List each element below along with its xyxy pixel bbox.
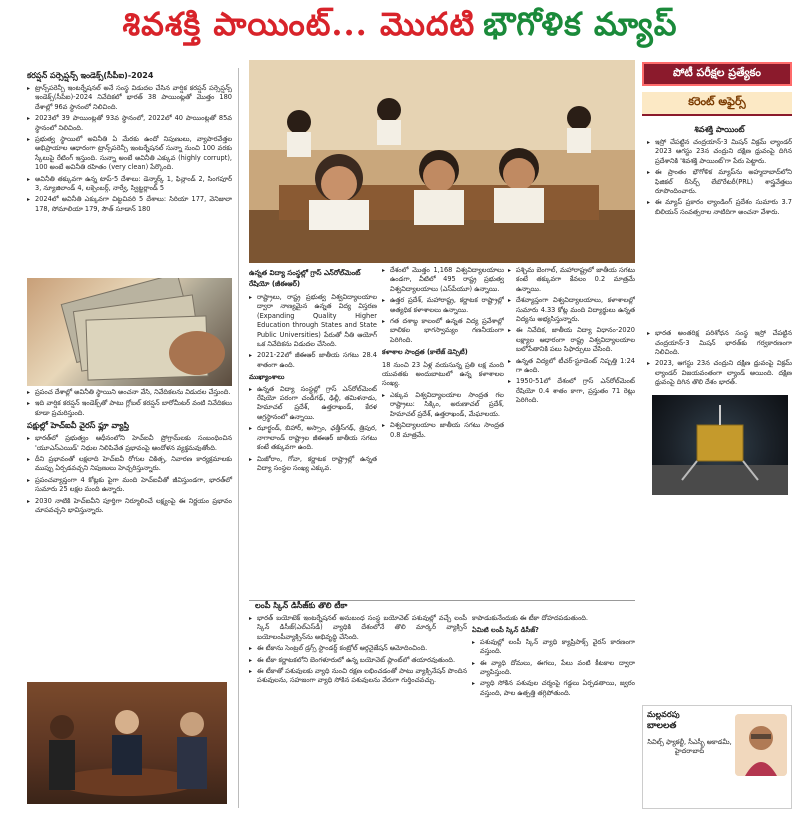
list-item: ▸ ఈ టీకాను సెంట్రల్ డ్రగ్స్ స్టాండర్డ్ కంట్రోల్ ఆర్గనైజేషన్ ఆమోదించింది. <box>249 644 467 653</box>
competitive-exams-tag: పోటీ పరీక్షల ప్రత్యేకం <box>642 62 792 86</box>
lumpy-skin-subheading: ఏమిటి లంపీ స్కిన్ డిసీజ్? <box>472 626 539 635</box>
lunar-lander-photo <box>652 395 788 495</box>
author-byline <box>642 705 792 809</box>
list-item: ▸ 1950-51లో దేశంలో గ్రాస్ ఎన్‌రోల్‌మెంట్ రేషియో 0.4 శాతం కాగా, ప్రస్తుతం 71 రెట్లు పెరిగింది. <box>508 377 635 405</box>
list-item: ▸ పశ్చిమ బెంగాల్, మహారాష్ట్రలో జాతీయ సగటు కంటే తక్కువగా కేవలం 0.2 మాత్రమే ఉన్నాయి. <box>508 266 635 294</box>
author-name: బాలలత <box>647 721 677 731</box>
hiv-list <box>27 434 232 515</box>
shivshakti-list <box>647 138 792 217</box>
lumpy-skin-title: లంపీ స్కిన్ డిసీజ్‌కు తొలి టీకా <box>249 600 635 612</box>
author-designation: సివిల్స్ ఫ్యాకల్టీ, సీఎస్బీ అకాడమీ, హైదరాబాద్ <box>647 738 732 756</box>
ger-list-4 <box>508 266 635 406</box>
list-item: ▸ ఉన్నత విద్యా సంస్థల్లో గ్రాస్ ఎన్‌రోల్‌మెంట్ రేషియో పరంగా చండీగఢ్, ఢిల్లీ, తమిళనాడు, హిమాచల్ ప్రదేశ్, ఉత్తరాఖండ్, కేరళ అగ్రస్థానంలో ఉన్నాయి. <box>249 385 377 423</box>
list-item: ▸ విశ్వవిద్యాలయాల జాతీయ సగటు సాంద్రత 0.8 మాత్రమే. <box>382 421 504 440</box>
classroom-photo <box>249 60 635 263</box>
list-item: ▸ పశువుల్లో లంపీ స్కిన్ వ్యాధి క్యాప్రిపాక్స్ వైరస్ కారణంగా వస్తుంది. <box>472 638 635 657</box>
gross-enrolment-column-3 <box>508 266 635 596</box>
author-photo <box>735 714 787 776</box>
ger-highlights-list <box>249 385 377 474</box>
list-item: ▸ దేశంలో మొత్తం 1,168 విశ్వవిద్యాలయాలు ఉండగా, వీటిలో 495 రాష్ట్ర ప్రభుత్వ విశ్వవిద్యాలయాలు (ఎస్‌పీయూ) ఉన్నాయి. <box>382 266 504 294</box>
list-item: ▸ భారత్‌లో ప్రభుత్వం ఆధీనంలోని హెచ్ఐవీ ప్రోగ్రామ్‌లకు సంబంధించిన 'యూఎస్‌ఎయిడ్' నిధుల నిలిపివేత ప్రభావంపై ఆందోళన వ్యక్తమవుతోంది. <box>27 434 232 453</box>
currency-notes-photo <box>27 278 232 386</box>
cpi-section-title: కరప్షన్ పర్సెప్షన్స్ ఇండెక్స్(సీపీఐ)-2024 <box>27 71 154 80</box>
lumpy-skin-para: కాపాడుకునేందుకు ఈ టీకా దోహదపడుతుంది. <box>472 614 589 622</box>
lumpy-skin-column-1 <box>249 614 467 809</box>
list-item: ▸ ఇది వార్షిక కరప్షన్ ఇండెక్స్‌తో పాటు గ్లోబల్ కరప్షన్ బారోమీటర్ వంటి నివేదికలు కూడా ప్రచురిస్తుంది. <box>27 399 232 418</box>
ger-list-2 <box>382 266 504 345</box>
list-item: ▸ 2024లో అవినీతి ఎక్కువగా చిట్టచివరి 5 దేశాలు: సిరియా 177, వెనిజులా 178, సోమాలియా 179, సౌత్ సూడాన్ 180 <box>27 195 232 214</box>
ger-title: ఉన్నత విద్యా సంస్థల్లో గ్రాస్ ఎన్‌రోల్‌మెంట్ రేషియో (జీఈఆర్) <box>249 269 361 288</box>
hiv-section-title: పక్షుల్లో హెచ్ఐవీ వైరస్ ఫ్లూ వ్యాప్తి <box>27 421 130 431</box>
list-item: ▸ ఉన్నత విద్యలో టీచర్-స్టూడెంట్ నిష్పత్తి 1:24 గా ఉంది. <box>508 357 635 376</box>
list-item: ▸ అవినీతి తక్కువగా ఉన్న టాప్-5 దేశాలు: డెన్మార్క్ 1, ఫిన్లాండ్ 2, సింగపూర్ 3, న్యూజిలాండ్ 4, లక్సెంబర్గ్, నార్వే, స్విట్జర్లాండ్ 5 <box>27 175 232 194</box>
gross-enrolment-column-2 <box>382 266 504 596</box>
college-density-definition: 18 నుంచి 23 ఏళ్ల వయసున్న ప్రతి లక్ష మంది యువతకు అందుబాటులో ఉన్న కళాశాలల సంఖ్య. <box>382 360 504 388</box>
lumpy-skin-column-2 <box>472 614 635 809</box>
list-item: ▸ గత దశాబ్ద కాలంలో ఉన్నత విద్య ప్రవేశాల్లో బాలికల భాగస్వామ్యం గణనీయంగా పెరిగింది. <box>382 317 504 345</box>
list-item: ▸ ఈ నివేదిక, జాతీయ విద్యా విధానం-2020 లక్ష్యాల ఆధారంగా రాష్ట్ర విశ్వవిద్యాలయాల బలోపేతానికి పలు సిఫార్సులు చేసింది. <box>508 326 635 354</box>
chandrayaan-list <box>647 329 792 387</box>
list-item: ▸ భారత అంతరిక్ష పరిశోధన సంస్థ ఇస్రో చేపట్టిన చంద్రయాన్-3 మిషన్ భారత్‌కు గర్వకారణంగా నిలిచింది. <box>647 329 792 357</box>
list-item: ▸ ట్రాన్స్‌పరెన్సీ ఇంటర్నేషనల్ అనే సంస్థ విడుదల చేసిన వార్షిక కరప్షన్ పర్సెప్షన్స్ ఇండెక్స్(సీపీఐ)-2024 నివేదికలో భారత్ 38 పాయింట్లతో మొత్తం 180 దేశాల్లో 96వ స్థానంలో నిలిచింది. <box>27 84 232 112</box>
shivshakti-title: శివశక్తి పాయింట్ <box>694 125 745 134</box>
list-item: ▸ రాష్ట్రాలు, రాష్ట్ర ప్రభుత్వ విశ్వవిద్యాలయాల ద్వారా నాణ్యమైన ఉన్నత విద్య విస్తరణ (Expanding Quality Higher Education through States and State Public Universities) పేరుతో నీతి ఆయోగ్ ఒక నివేదికను విడుదల చేసింది. <box>249 293 377 349</box>
list-item: ▸ 2023లో 39 పాయింట్లతో 93వ స్థానంలో, 2022లో 40 పాయింట్లతో 85వ స్థానంలో నిలిచింది. <box>27 114 232 133</box>
classroom-illustration <box>249 60 635 263</box>
list-item: ▸ ప్రపంచవ్యాప్తంగా 4 కోట్లకు పైగా మంది హెచ్ఐవీతో జీవిస్తుండగా, భారత్‌లో సుమారు 25 లక్షల మంది ఉన్నారు. <box>27 476 232 495</box>
list-item: ▸ 2021-22లో జీఈఆర్ జాతీయ సగటు 28.4 శాతంగా ఉంది. <box>249 351 377 370</box>
list-item: ▸ ఝార్ఖండ్, బిహార్, అస్సాం, ఛత్తీస్‌గఢ్, త్రిపుర, నాగాలాండ్ రాష్ట్రాల జీఈఆర్ జాతీయ సగటు కంటే తక్కువగా ఉంది. <box>249 424 377 452</box>
cpi-list <box>27 84 232 214</box>
list-item: ▸ ఈ వ్యాధి దోమలు, ఈగలు, పేలు వంటి కీటకాల ద్వారా వ్యాపిస్తుంది. <box>472 659 635 678</box>
list-item: ▸ దీని ప్రభావంతో లక్షలాది హెచ్ఐవీ రోగుల చికిత్స, నివారణ కార్యక్రమాలకు ముప్పు ఏర్పడవచ్చని నిపుణులు హెచ్చరిస్తున్నారు. <box>27 455 232 474</box>
list-item: ▸ మిజోరాం, గోవా, కర్ణాటక రాష్ట్రాల్లో ఉన్నత విద్యా సంస్థల సంఖ్య ఎక్కువ. <box>249 455 377 474</box>
meeting-photo <box>27 682 227 804</box>
list-item: ▸ దేశవ్యాప్తంగా విశ్వవిద్యాలయాలు, కళాశాలల్లో సుమారు 4.33 కోట్ల మంది విద్యార్థులు ఉన్నత విద్యను అభ్యసిస్తున్నారు. <box>508 296 635 324</box>
list-item: ▸ 2030 నాటికి హెచ్ఐవీని పూర్తిగా నిర్మూలించే లక్ష్యంపై ఈ నిర్ణయం ప్రభావం చూపవచ్చని భావిస్తున్నారు. <box>27 497 232 516</box>
currency-notes-illustration <box>27 278 232 386</box>
highlights-heading: ముఖ్యాంశాలు <box>249 373 285 382</box>
list-item: ▸ ఈ టీకా కర్ణాటకలోని బెంగళూరులో ఉన్న బయోవెట్ ప్లాంట్‌లో తయారవుతుంది. <box>249 656 467 665</box>
moon-photo-spacer <box>647 219 792 329</box>
headline-part1: శివశక్తి పాయింట్... మొదటి <box>122 5 476 43</box>
lumpy-skin-list <box>249 614 467 686</box>
list-item: ▸ భారత్ బయోటెక్ ఇంటర్నేషనల్ అనుబంధ సంస్థ బయోవెట్ పశువుల్లో వచ్చే లంపీ స్కిన్ డిసీజ్(ఎల్ఎస్‌డీ) వ్యాధికి దేశంలోనే తొలి మార్కర్ వ్యాక్సిన్ బయోలంపీవ్యాక్సిన్‌ను అభివృద్ధి చేసింది. <box>249 614 467 642</box>
college-density-heading: కళాశాల సాంద్రత (కాలేజ్ డెన్సిటీ) <box>382 348 468 357</box>
list-item: ▸ ఈ టీకాతో పశువులకు వ్యాధి నుంచి రక్షణ లభించడంతో పాటు వ్యాక్సినేషన్ పొందిన పశువులను, సహజంగా వ్యాధి సోకిన పశువులను వేరుగా గుర్తించవచ్చు. <box>249 667 467 686</box>
headline-part2: భౌగోళిక మ్యాప్ <box>483 5 678 43</box>
list-item: ▸ ఈ మ్యాప్ ప్రకారం ల్యాండింగ్ ప్రదేశం సుమారు 3.7 బిలియన్ సంవత్సరాల నాటిదిగా అంచనా వేశారు. <box>647 198 792 217</box>
list-item: ▸ వ్యాధి సోకిన పశువుల చర్మంపై గడ్డలు ఏర్పడతాయి, జ్వరం వస్తుంది, పాల ఉత్పత్తి తగ్గిపోతుంది. <box>472 679 635 698</box>
lumpy-skin-list-2 <box>472 638 635 698</box>
list-item: ▸ ఎక్కువ విశ్వవిద్యాలయాల సాంద్రత గల రాష్ట్రాలు: సిక్కిం, అరుణాచల్ ప్రదేశ్, హిమాచల్ ప్రదేశ్, ఉత్తరాఖండ్, మేఘాలయ. <box>382 391 504 419</box>
list-item: ▸ ఉత్తర ప్రదేశ్, మహారాష్ట్ర, కర్ణాటక రాష్ట్రాల్లో అత్యధిక కళాశాలలు ఉన్నాయి. <box>382 296 504 315</box>
current-affairs-tag: కరెంట్ అఫైర్స్ <box>642 92 792 116</box>
meeting-illustration <box>27 682 227 804</box>
gross-enrolment-column-1 <box>249 266 377 596</box>
list-item: ▸ ప్రభుత్వ స్థాయిలో అవినీతి ఏ మేరకు ఉందో నిపుణులు, వ్యాపారవేత్తల అభిప్రాయాల ఆధారంగా ట్రాన్స్‌పరెన్సీ ఇంటర్నేషనల్ సున్నా నుంచి 100 వరకు స్కేలుపై రేటింగ్ ఇస్తుంది. సున్నా అంటే అవినీతి ఎక్కువ (highly corrupt), 100 అంటే అవినీతి రహితం (very clean) పేర్కొంది. <box>27 135 232 173</box>
ger-list <box>249 293 377 370</box>
list-item: ▸ ఈ ప్రాంతం భౌగోళిక మ్యాప్‌ను అహ్మదాబాద్‌లోని ఫిజికల్ రీసెర్చ్ లేబొరేటరీ(PRL) శాస్త్రవేత్తలు రూపొందించారు. <box>647 168 792 196</box>
list-item: ▸ ఇస్రో చేపట్టిన చంద్రయాన్-3 మిషన్ విక్రమ్ ల్యాండర్ 2023 ఆగస్టు 23న చంద్రుని దక్షిణ ధ్రువంపై దిగిన ప్రదేశానికి 'శివశక్తి పాయింట్'గా పేరు పెట్టారు. <box>647 138 792 166</box>
author-portrait <box>735 714 787 776</box>
author-surname: మల్లవరపు <box>647 710 680 719</box>
lunar-lander-illustration <box>652 395 788 495</box>
list-item: ▸ 2023, ఆగస్టు 23న చంద్రుని దక్షిణ ధ్రువంపై విక్రమ్ ల్యాండర్ విజయవంతంగా ల్యాండ్ అయింది. దక్షిణ ధ్రువంపై దిగిన తొలి దేశం భారత్. <box>647 359 792 387</box>
ger-list-3 <box>382 391 504 440</box>
page-headline <box>0 0 800 56</box>
list-item: ▸ ప్రపంచ దేశాల్లో అవినీతి స్థాయిని అంచనా వేసి, నివేదికలను విడుదల చేస్తుంది. <box>27 388 232 397</box>
